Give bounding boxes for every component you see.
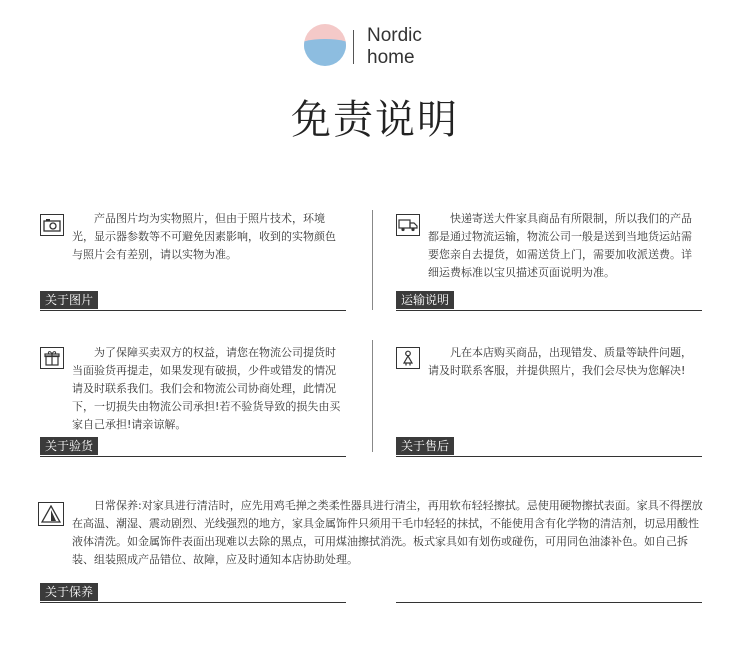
maintenance-rule-right (396, 602, 702, 603)
maintenance-heading: 关于保养 (40, 583, 98, 601)
shipping-rule (396, 310, 702, 311)
inspection-text: 为了保障买卖双方的权益，请您在物流公司提货时当面验货再提走，如果发现有破损，少件或错发的情况请及时联系我们。我们会和物流公司协商处理，此情况下，一切损失由物流公司承担!若不验货导致的损失由买家自己承担!请亲谅解。 (72, 346, 341, 431)
shipping-text: 快递寄送大件家具商品有所限制，所以我们的产品都是通过物流运输，物流公司一般是送到当地货运站需要您亲自去提货，如需送货上门，需要加收派送费。详细运费标准以宝贝描述页面说明为准。 (428, 212, 692, 279)
inspection-heading: 关于验货 (40, 437, 98, 455)
inspection-rule (40, 456, 346, 457)
photo-heading: 关于图片 (40, 291, 98, 309)
truck-icon (396, 214, 420, 236)
brand-logo (304, 24, 346, 66)
brand-line-2: home (367, 47, 415, 68)
aftersales-rule (396, 456, 702, 457)
warning-icon (38, 502, 64, 526)
gift-icon (40, 347, 64, 369)
brand-name (367, 25, 422, 69)
person-icon (396, 347, 420, 369)
camera-icon (40, 214, 64, 236)
aftersales-heading: 关于售后 (396, 437, 454, 455)
shipping-heading: 运输说明 (396, 291, 454, 309)
aftersales-text: 凡在本店购买商品，出现错发、质量等缺件问题，请及时联系客服，并提供照片，我们会尽快为您解决! (428, 346, 692, 377)
column-divider-2 (372, 340, 373, 452)
page-title: 免责说明 (291, 97, 459, 143)
column-divider-1 (372, 210, 373, 310)
photo-rule (40, 310, 346, 311)
logo-divider (353, 30, 354, 64)
photo-text: 产品图片均为实物照片，但由于照片技术，环境光，显示器参数等不可避免因素影响，收到的实物颜色与照片会有差别，请以实物为准。 (72, 212, 336, 261)
maintenance-text: 日常保养:对家具进行清洁时，应先用鸡毛掸之类柔性器具进行清尘，再用软布轻轻擦拭。忌使用硬物擦拭表面。家具不得摆放在高温、潮湿、震动剧烈、光线强烈的地方，家具金属饰件只须用干毛巾轻轻的抹拭，不能使用含有化学物的清洁剂，切忌用酸性液体清洗。如金属饰件表面出现难以去除的黑点，可用煤油擦拭消洗。板式家具如有划伤或碰伤，可用同色油漆补色。如自己拆装、组装照成产品错位、故障，应及时通知本店协助处理。 (72, 499, 703, 566)
maintenance-rule-left (40, 602, 346, 603)
brand-line-1: Nordic (367, 25, 422, 46)
